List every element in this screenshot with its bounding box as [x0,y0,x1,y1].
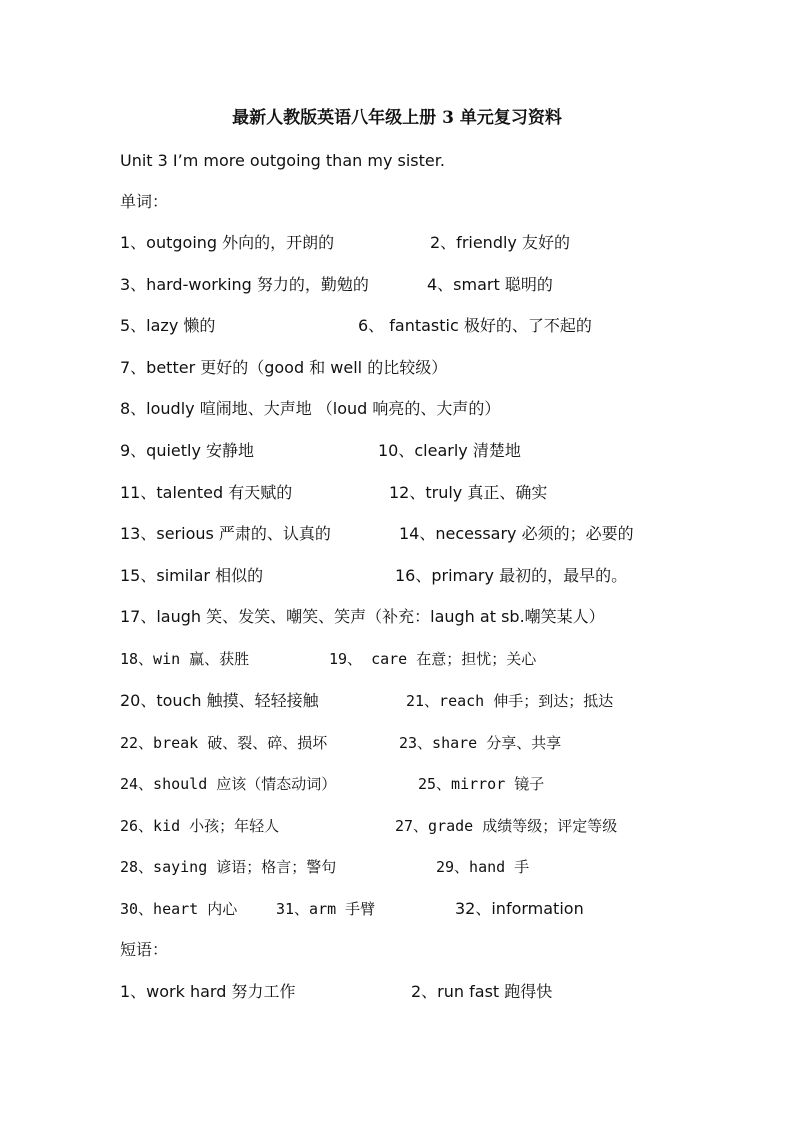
vocab-item: 7、better 更好的（good 和 well 的比较级） [120,358,448,377]
vocab-item: 16、primary 最初的，最早的。 [395,566,628,585]
vocab-item: 5、lazy 懒的 [120,316,216,335]
vocab-item: 17、laugh 笑、发笑、嘲笑、笑声（补充：laugh at sb.嘲笑某人） [120,607,605,626]
vocab-item: 20、touch 触摸、轻轻接触 [120,691,319,710]
vocab-item: 21、reach 伸手；到达；抵达 [406,692,614,710]
vocab-item: 15、similar 相似的 [120,566,264,585]
vocab-item: 18、win 赢、获胜 [120,650,250,668]
vocab-item: 14、necessary 必须的；必要的 [399,524,634,543]
vocab-item: 8、loudly 喧闹地、大声地 （loud 响亮的、大声的） [120,399,501,418]
vocab-heading: 单词： [120,192,169,211]
vocab-item: 3、hard-working 努力的，勤勉的 [120,275,369,294]
vocab-item: 24、should 应该（情态动词） [120,775,337,793]
vocab-item: 4、smart 聪明的 [427,275,553,294]
vocab-item: 22、break 破、裂、碎、损坏 [120,734,328,752]
vocab-item: 6、 fantastic 极好的、了不起的 [358,316,592,335]
vocab-item: 30、heart 内心 [120,900,238,918]
vocab-item: 1、outgoing 外向的，开朗的 [120,233,335,252]
vocab-item: 26、kid 小孩；年轻人 [120,817,280,835]
vocab-item: 25、mirror 镜子 [418,775,545,793]
vocab-item: 11、talented 有天赋的 [120,483,293,502]
vocab-item: 13、serious 严肃的、认真的 [120,524,331,543]
vocab-item: 2、friendly 友好的 [430,233,570,252]
phrase-item: 2、run fast 跑得快 [411,982,553,1001]
vocab-item: 12、truly 真正、确实 [389,483,548,502]
vocab-item: 23、share 分享、共享 [399,734,562,752]
unit-heading: Unit 3 I’m more outgoing than my sister. [120,151,445,170]
phrase-item: 1、work hard 努力工作 [120,982,296,1001]
vocab-item: 9、quietly 安静地 [120,441,255,460]
vocab-item: 10、clearly 清楚地 [378,441,521,460]
vocab-item: 28、saying 谚语；格言；警句 [120,858,337,876]
vocab-item: 29、hand 手 [436,858,530,876]
vocab-item: 27、grade 成绩等级；评定等级 [395,817,618,835]
vocab-item: 31、arm 手臂 [276,900,376,918]
vocab-item: 19、 care 在意；担忧；关心 [329,650,537,668]
phrase-heading: 短语： [120,940,169,959]
page-title: 最新人教版英语八年级上册 3 单元复习资料 [232,108,562,128]
vocab-item: 32、information [455,899,584,918]
